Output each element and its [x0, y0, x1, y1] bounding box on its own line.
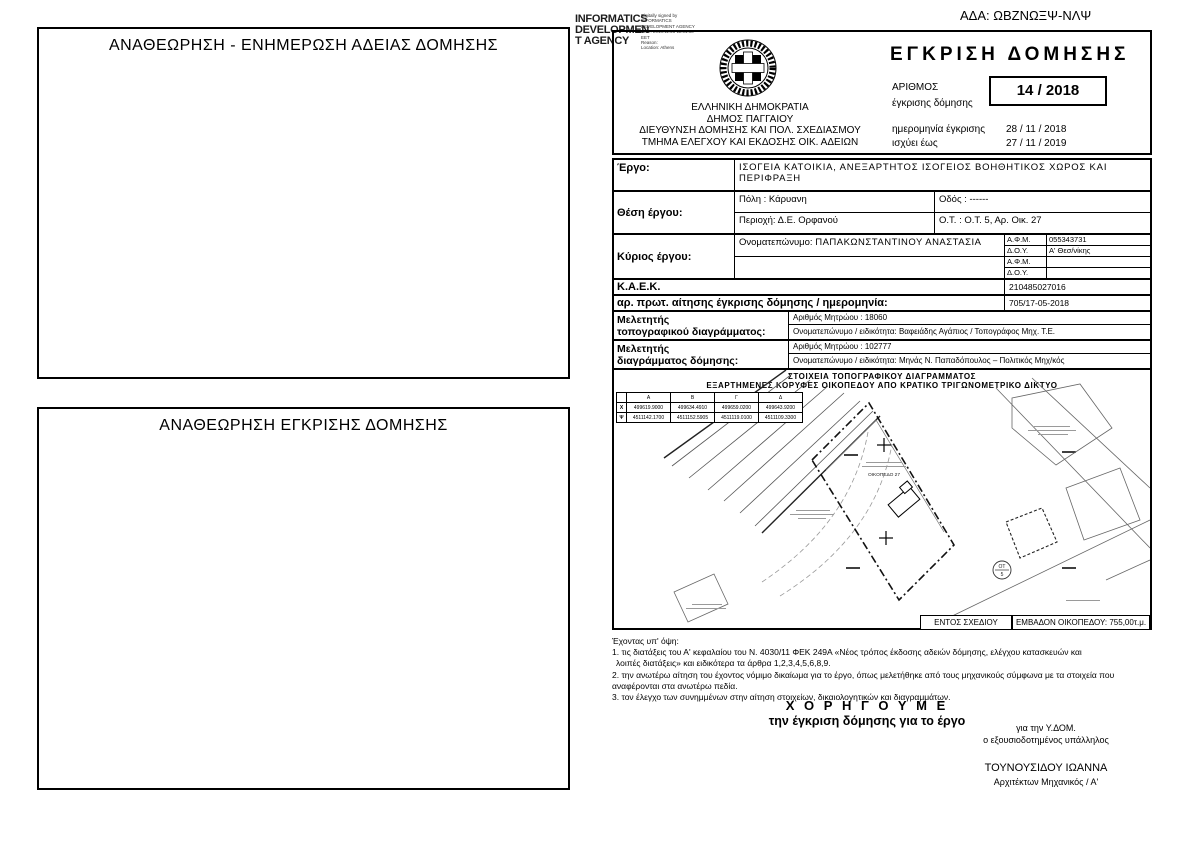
tax-row: [1005, 256, 1150, 267]
engineer-name-label: Ονοματεπώνυμο / ειδικότητα:: [793, 356, 899, 365]
revision-approval-title: ΑΝΑΘΕΩΡΗΣΗ ΕΓΚΡΙΣΗΣ ΔΟΜΗΣΗΣ: [159, 417, 448, 434]
annex-parcel: [1006, 508, 1057, 558]
surveyor-name-cell: [789, 325, 1150, 339]
owner-tax-table: [1005, 235, 1150, 278]
coord-corner-cell: [617, 393, 627, 403]
notes-intro: Έχοντας υπ' όψη:: [612, 636, 679, 646]
surveyor-label: [614, 312, 789, 339]
coord-y-g: 4511119.0100: [715, 413, 759, 423]
building-footprint: [884, 481, 921, 517]
approval-date-label: ημερομηνία έγκρισης: [892, 124, 986, 135]
authority-line: ΕΛΛΗΝΙΚΗ ΔΗΜΟΚΡΑΤΙΑ: [691, 102, 809, 113]
grid-cross: [877, 438, 891, 452]
registry-value: 102777: [864, 342, 892, 351]
location-label: Θέση έργου:: [614, 192, 735, 233]
notes-line: αναφέρονται στα ανωτέρω πεδία.: [612, 680, 738, 691]
doy2-value: [1047, 268, 1150, 278]
authority-line: ΔΙΕΥΘΥΝΣΗ ΔΟΜΗΣΗΣ ΚΑΙ ΠΟΛ. ΣΧΕΔΙΑΣΜΟΥ: [639, 125, 861, 136]
coord-y-a: 4511142.1700: [627, 413, 671, 423]
registry-label: Αριθμός Μητρώου :: [793, 342, 865, 351]
owner-name-cells: [735, 235, 1005, 278]
grid-cross: [879, 531, 893, 545]
block-label: Ο.Τ. :: [939, 215, 965, 226]
afm2-label: Α.Φ.Μ.: [1005, 257, 1047, 267]
topographic-section: [612, 368, 1152, 630]
kaek-label: Κ.Α.Ε.Κ.: [614, 280, 1005, 294]
afm2-value: [1047, 257, 1150, 267]
approval-number-label2: έγκρισης δόμησης: [892, 98, 973, 109]
approval-date-value: 28 / 11 / 2018: [1006, 124, 1067, 135]
parcel-outline: [812, 403, 954, 600]
city-cell: [735, 192, 935, 212]
approval-number-value: 14 / 2018: [989, 76, 1107, 106]
engineer-label-line1: Μελετητής: [617, 343, 670, 355]
afm1-label: Α.Φ.Μ.: [1005, 235, 1047, 245]
official-role: Αρχιτέκτων Μηχανικός / Α': [993, 777, 1099, 787]
kaek-value: 210485027016: [1009, 282, 1066, 292]
table-row-protocol: [614, 294, 1150, 310]
authority-line: ΤΜΗΜΑ ΕΛΕΓΧΟΥ ΚΑΙ ΕΚΔΟΣΗΣ ΟΙΚ. ΑΔΕΙΩΝ: [641, 136, 859, 148]
table-row-location: [614, 190, 1150, 233]
valid-until-label: ισχύει έως: [892, 138, 938, 149]
notes-line: 2. την ανωτέρω αίτηση του έχοντος νόμιμο δικαίωμα για το έργο, όπως μελετήθηκε από τους μηχανικούς σύμφωνα με τα στοιχεία που: [612, 669, 1115, 680]
doy1-label: Δ.Ο.Υ.: [1005, 246, 1047, 256]
document-title: ΕΓΚΡΙΣΗ ΔΟΜΗΣΗΣ: [890, 44, 1130, 65]
notes-line: 1. τις διατάξεις του Α' κεφαλαίου του Ν. 4030/11 ΦΕΚ 249Α «Νέος τρόπος έκδοσης αδειών δόμησης, ελέγχου κατασκευών και: [612, 647, 1082, 658]
in-plan-badge: ΕΝΤΟΣ ΣΧΕΔΙΟΥ: [920, 615, 1012, 630]
owner-name-cell-empty: [735, 257, 1004, 278]
table-row-project: [614, 160, 1150, 190]
project-value: ΙΣΟΓΕΙΑ ΚΑΤΟΙΚΙΑ, ΑΝΕΞΑΡΤΗΤΟΣ ΙΣΟΓΕΙΟΣ ΒΟΗΘΗΤΙΚΟΣ ΧΩΡΟΣ ΚΑΙ ΠΕΡΙΦΡΑΞΗ: [739, 162, 1108, 184]
location-row-area: [735, 212, 1150, 233]
protocol-label: αρ. πρωτ. αίτησης έγκρισης δόμησης / ημερομηνία:: [614, 296, 1005, 310]
engineer-name-value: Μηνάς Ν. Παπαδόπουλος – Πολιτικός Μηχ/κός: [898, 356, 1065, 365]
stamp-agency-line: T AGENCY: [575, 35, 630, 47]
stamp-detail-line: INFORMATICS: [641, 18, 672, 24]
table-row-engineer: [614, 339, 1150, 368]
revision-approval-box: [37, 407, 570, 790]
street-value: ------: [969, 194, 989, 205]
engineer-label-line2: διαγράμματος δόμησης:: [617, 355, 739, 367]
stamp-detail-line: Date: 2018.11.28 11:51:38: [641, 29, 694, 35]
coord-y-row: [617, 413, 803, 423]
block-cell: [935, 213, 1150, 233]
location-cells: [735, 192, 1150, 233]
stamp-detail-line: EET: [641, 34, 650, 40]
registry-label: Αριθμός Μητρώου :: [793, 313, 865, 322]
owner-name-value: ΠΑΠΑΚΩΝΣΤΑΝΤΙΝΟΥ ΑΝΑΣΤΑΣΙΑ: [815, 237, 982, 248]
signing-authority: [940, 722, 1152, 746]
coord-col-D: Δ: [759, 393, 803, 403]
valid-until-value: 27 / 11 / 2019: [1006, 138, 1067, 149]
surveyor-label-line2: τοπογραφικού διαγράμματος:: [617, 326, 766, 338]
approval-number-label1: ΑΡΙΘΜΟΣ: [892, 82, 939, 93]
tax-row: [1005, 235, 1150, 245]
parcel-label: ΟΙΚΟΠΕΔΟ 27: [867, 473, 901, 478]
revision-update-title: ΑΝΑΘΕΩΡΗΣΗ - ΕΝΗΜΕΡΩΣΗ ΑΔΕΙΑΣ ΔΟΜΗΣΗΣ: [108, 37, 499, 54]
surveyor-registry-cell: [789, 312, 1150, 325]
city-value: Κάρυανη: [768, 194, 807, 205]
grid-tick-marks: [844, 452, 1076, 568]
coord-col-G: Γ: [715, 393, 759, 403]
illegible-text-marks: [686, 426, 1100, 609]
authorized-employee-line: ο εξουσιοδοτημένος υπάλληλος: [983, 735, 1109, 745]
owner-name-label: Ονοματεπώνυμο:: [739, 237, 816, 248]
coord-x-b: 499634.4910: [671, 403, 715, 413]
project-label: Έργο:: [614, 160, 735, 190]
table-row-kaek: [614, 278, 1150, 294]
coord-y-label: Ψ: [617, 413, 627, 423]
coord-x-a: 499619.9000: [627, 403, 671, 413]
owner-name-cell: [735, 235, 1004, 257]
surveyor-name-value: Βαφειάδης Αγάπιος / Τοπογράφος Μηχ. Τ.Ε.: [898, 327, 1056, 336]
coord-col-B: Β: [671, 393, 715, 403]
coord-x-label: Χ: [617, 403, 627, 413]
stamp-agency-line: DEVELOPMEN: [575, 24, 650, 36]
registry-value: 18060: [864, 313, 888, 322]
ot-circle: [993, 561, 1011, 579]
surveyor-cells: [789, 312, 1150, 339]
ot-circle-top-label: ΟΤ: [998, 564, 1006, 570]
block-value: Ο.Τ. 5, Αρ. Οικ. 27: [964, 215, 1042, 226]
authority-line: ΔΗΜΟΣ ΠΑΓΓΑΙΟΥ: [706, 113, 794, 125]
ada-code: ΑΔΑ: ΩΒΖΝΩΞΨ-ΝΛΨ: [960, 8, 1092, 23]
coord-y-b: 4511152.5905: [671, 413, 715, 423]
stamp-detail-line: Location: Athens: [641, 45, 675, 51]
permit-data-table: [612, 158, 1152, 370]
coord-y-d: 4511109.3300: [759, 413, 803, 423]
coord-x-g: 499659.0200: [715, 403, 759, 413]
notes-line: λοιπές διατάξεις» και ειδικότερα τα άρθρα 1,2,3,4,5,6,8,9.: [616, 658, 831, 669]
topographic-title-line2: ΕΞΑΡΤΗΜΕΝΕΣ ΚΟΡΥΦΕΣ ΟΙΚΟΠΕΔΟΥ ΑΠΟ ΚΡΑΤΙΚΟ ΤΡΙΓΩΝΟΜΕΤΡΙΚΟ ΔΙΚΤΥΟ: [706, 381, 1058, 390]
doy2-label: Δ.Ο.Υ.: [1005, 268, 1047, 278]
location-row-city: [735, 192, 1150, 212]
ot-circle-bottom-label: 5: [1000, 572, 1004, 578]
stamp-agency-line: INFORMATICS: [575, 13, 648, 25]
coord-x-d: 499643.9200: [759, 403, 803, 413]
for-authority-line: για την Υ.ΔΟΜ.: [1016, 723, 1076, 733]
vertex-coordinates-table: [616, 392, 803, 423]
table-row-surveyor: [614, 310, 1150, 339]
official-name: ΤΟΥΝΟΥΣΙΔΟΥ ΙΩΑΝΝΑ: [984, 762, 1108, 774]
doy1-value: Α' Θεσ/νίκης: [1049, 246, 1091, 255]
owner-label: Κύριος έργου:: [614, 235, 735, 278]
engineer-name-cell: [789, 354, 1150, 368]
revision-update-box: [37, 27, 570, 379]
afm1-value: 055343731: [1049, 235, 1087, 244]
engineer-cells: [789, 341, 1150, 368]
grant-line2: την έγκριση δόμησης για το έργο: [768, 714, 966, 728]
table-row-owner: [614, 233, 1150, 278]
tax-row: [1005, 245, 1150, 256]
surveyor-name-label: Ονοματεπώνυμο / ειδικότητα:: [793, 327, 899, 336]
stamp-detail-line: Reason:: [641, 40, 658, 46]
stamp-detail-line: Digitally signed by: [641, 13, 678, 18]
tax-row: [1005, 267, 1150, 278]
notes-line: 3. τον έλεγχο των συνημμένων στην αίτηση στοιχείων, δικαιολογητικών και διαγραμμάτων.: [612, 692, 951, 703]
engineer-label: [614, 341, 789, 368]
issuing-authority: [614, 102, 886, 148]
protocol-value: 705/17-05-2018: [1009, 298, 1070, 308]
stamp-detail-line: DEVELOPMENT AGENCY: [641, 23, 695, 29]
grant-line1: Χ Ο Ρ Η Γ Ο Υ Μ Ε: [785, 698, 949, 713]
area-label: Περιοχή:: [739, 215, 778, 226]
street-label: Οδός :: [939, 194, 970, 205]
area-value: Δ.Ε. Ορφανού: [777, 215, 838, 226]
greek-coat-of-arms-icon: [717, 37, 779, 99]
coord-col-A: Α: [627, 393, 671, 403]
document-header: [612, 30, 1152, 155]
street-cell: [935, 192, 1150, 212]
coord-x-row: [617, 403, 803, 413]
city-label: Πόλη :: [739, 194, 769, 205]
engineer-registry-cell: [789, 341, 1150, 354]
legal-notes: [612, 636, 1152, 703]
area-cell: [735, 213, 935, 233]
topographic-title-line1: ΣΤΟΙΧΕΙΑ ΤΟΠΟΓΡΑΦΙΚΟΥ ΔΙΑΓΡΑΜΜΑΤΟΣ: [787, 372, 977, 381]
coord-header-row: [617, 393, 803, 403]
plot-area-badge: ΕΜΒΑΔΟΝ ΟΙΚΟΠΕΔΟΥ: 755,00τ.μ.: [1012, 615, 1150, 630]
surveyor-label-line1: Μελετητής: [617, 314, 670, 326]
